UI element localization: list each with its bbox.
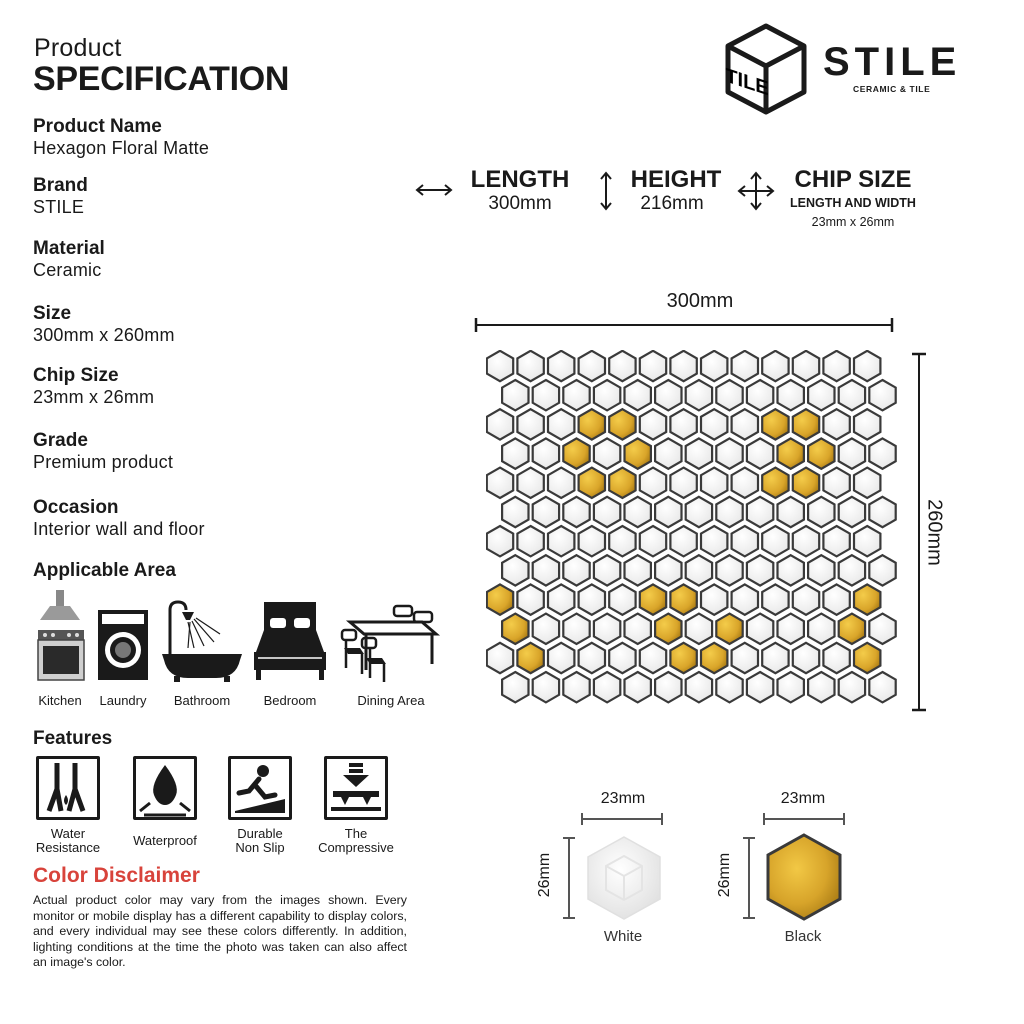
white-hex-chip — [869, 614, 895, 644]
spec-occasion — [33, 497, 393, 540]
white-chip-width-label: 23mm — [600, 790, 646, 807]
white-hex-chip — [502, 438, 528, 468]
white-hex-chip — [732, 643, 758, 673]
white-hex-chip — [517, 409, 543, 439]
white-hex-chip — [839, 672, 865, 702]
white-hex-chip — [793, 643, 819, 673]
spec-label: Grade — [33, 430, 88, 451]
white-hex-chip — [716, 555, 742, 585]
logo-wordmark: STILE — [823, 40, 962, 84]
header-subtitle: Product — [34, 34, 122, 62]
white-hex-chip — [640, 526, 666, 556]
white-hex-chip — [869, 380, 895, 410]
water-resistance-icon — [39, 759, 97, 817]
length-value: 300mm — [488, 193, 552, 214]
feature-label-compressive — [306, 827, 406, 855]
white-hex-chip — [548, 409, 574, 439]
white-hex-chip — [640, 468, 666, 498]
white-hex-chip — [579, 526, 605, 556]
gold-hex-chip — [579, 409, 605, 439]
white-hex-chip — [655, 438, 681, 468]
white-hex-chip — [517, 526, 543, 556]
spec-label: Size — [33, 303, 72, 324]
spec-value: Ceramic — [33, 260, 102, 280]
white-hex-chip — [640, 351, 666, 381]
spec-label: Product Name — [33, 116, 162, 137]
white-hex-chip — [563, 614, 589, 644]
white-hex-chip — [854, 409, 880, 439]
white-hex-chip — [839, 497, 865, 527]
feature-non-slip — [228, 756, 292, 820]
gold-hex-chip — [487, 584, 513, 614]
features-title: Features — [33, 728, 113, 749]
gold-hex-chip — [609, 468, 635, 498]
white-hex-chip — [701, 468, 727, 498]
gold-hex-chip — [563, 438, 589, 468]
bed-icon — [252, 588, 328, 684]
white-hex-chip — [823, 643, 849, 673]
white-hex-chip — [625, 380, 651, 410]
feature-label-line: The — [344, 826, 368, 841]
white-hex-chip — [732, 526, 758, 556]
feature-label-line: Water — [50, 826, 86, 841]
white-hex-chip — [625, 614, 651, 644]
white-hex-chip — [609, 643, 635, 673]
gold-hex-chip — [793, 409, 819, 439]
height-value: 216mm — [640, 193, 704, 214]
height-title: HEIGHT — [630, 166, 722, 193]
spec-label: Material — [33, 238, 105, 259]
white-hex-chip — [487, 526, 513, 556]
white-hex-chip — [839, 438, 865, 468]
spec-value: Interior wall and floor — [33, 519, 205, 539]
white-hex-chip — [487, 409, 513, 439]
chip-size-subtitle: LENGTH AND WIDTH — [790, 196, 916, 210]
white-hex-chip — [655, 380, 681, 410]
white-hex-chip — [609, 584, 635, 614]
white-hex-chip — [747, 497, 773, 527]
white-hex-chip — [701, 526, 727, 556]
gold-hex-chip — [640, 584, 666, 614]
white-hex-chip — [869, 497, 895, 527]
white-hex-chip — [533, 672, 559, 702]
white-hex-chip — [579, 584, 605, 614]
logo-mark-text: TILE — [725, 63, 769, 101]
spec-size — [33, 303, 393, 346]
spec-value: 23mm x 26mm — [33, 387, 155, 407]
white-hex-chip — [823, 526, 849, 556]
gold-hex-chip — [502, 614, 528, 644]
four-way-arrow-icon — [736, 170, 776, 212]
area-label-bathroom: Bathroom — [173, 693, 231, 708]
page-title: SPECIFICATION — [33, 60, 290, 98]
white-hex-chip — [594, 497, 620, 527]
gold-chip-width-label: 23mm — [780, 790, 826, 807]
white-hex-chip — [655, 555, 681, 585]
white-hex-chip — [854, 468, 880, 498]
spec-value: 300mm x 260mm — [33, 325, 175, 345]
feature-label-line: Durable — [237, 826, 283, 841]
spec-product-name — [33, 116, 393, 159]
white-hex-chip — [747, 672, 773, 702]
gold-hex-chip — [701, 643, 727, 673]
white-hex-chip — [823, 468, 849, 498]
gold-hex-chip — [778, 438, 804, 468]
white-hex-chip — [762, 584, 788, 614]
white-hex-chip — [701, 409, 727, 439]
white-hex-chip — [808, 555, 834, 585]
white-hex-chip — [823, 584, 849, 614]
white-hex-chip — [625, 672, 651, 702]
feature-waterproof — [133, 756, 197, 820]
white-hex-chip — [686, 672, 712, 702]
color-disclaimer-text: Actual product color may vary from the images shown. Every monitor or mobile display has a different capability to display colors, and every individual may see these colors differently. In addition, lighting conditions at the time the photo was taken can also affect an image's color. — [33, 893, 407, 970]
white-hex-chip — [655, 672, 681, 702]
gold-hex-chip — [655, 614, 681, 644]
white-hex-chip — [839, 380, 865, 410]
white-hex-chip — [839, 555, 865, 585]
gold-hex-chip — [670, 584, 696, 614]
waterproof-drop-icon — [136, 759, 194, 817]
white-hex-chip — [732, 351, 758, 381]
white-hex-chip — [594, 672, 620, 702]
gold-chip-height-label: 26mm — [716, 852, 733, 898]
feature-label-non-slip — [212, 827, 308, 855]
white-hex-chip — [563, 497, 589, 527]
white-hex-chip — [517, 584, 543, 614]
horizontal-arrow-icon — [414, 182, 454, 198]
white-chip-width-line — [580, 812, 664, 826]
sheet-width-label: 300mm — [666, 290, 734, 312]
white-hex-chip — [670, 409, 696, 439]
white-hex-chip — [701, 351, 727, 381]
gold-hex-chip — [625, 438, 651, 468]
white-hex-chip — [869, 555, 895, 585]
white-hex-chip — [548, 351, 574, 381]
chip-size-title: CHIP SIZE — [794, 166, 912, 193]
white-hex-chip — [869, 672, 895, 702]
length-title: LENGTH — [470, 166, 570, 193]
white-hex-chip — [686, 614, 712, 644]
color-disclaimer-title: Color Disclaimer — [33, 864, 200, 887]
white-hex-chip — [716, 672, 742, 702]
area-label-dining: Dining Area — [357, 693, 425, 708]
spec-grade — [33, 430, 393, 473]
white-hex-chip — [854, 526, 880, 556]
white-hex-chip — [563, 672, 589, 702]
white-hex-chip — [670, 468, 696, 498]
gold-chip-width-line — [762, 812, 846, 826]
feature-label-waterproof — [118, 834, 212, 848]
white-hex-chip — [778, 555, 804, 585]
feature-label-line: Resistance — [35, 840, 101, 855]
white-hex-chip — [808, 497, 834, 527]
gold-hex-chip — [609, 409, 635, 439]
white-hex-chip — [716, 380, 742, 410]
spec-brand — [33, 175, 393, 218]
white-hex-chip — [732, 409, 758, 439]
white-hex-chip — [548, 526, 574, 556]
white-hex-chip — [686, 380, 712, 410]
white-hex-chip — [793, 351, 819, 381]
white-hex-chip — [502, 555, 528, 585]
white-hex-chip — [854, 351, 880, 381]
white-hex-chip — [793, 584, 819, 614]
feature-label-line: Non Slip — [235, 840, 285, 855]
white-hex-chip — [701, 584, 727, 614]
white-hex-chip — [625, 555, 651, 585]
area-label-bedroom: Bedroom — [263, 693, 317, 708]
gold-hex-chip — [716, 614, 742, 644]
gold-hex-chip — [854, 643, 880, 673]
white-hex-chip — [747, 555, 773, 585]
white-hex-chip — [716, 497, 742, 527]
white-hex-chip — [548, 584, 574, 614]
spec-material — [33, 238, 393, 281]
spec-label: Brand — [33, 175, 88, 196]
gold-chip-swatch — [764, 832, 844, 922]
white-hex-chip — [655, 497, 681, 527]
white-hex-chip — [686, 555, 712, 585]
white-hex-chip — [594, 438, 620, 468]
gold-hex-chip — [762, 468, 788, 498]
white-hex-chip — [548, 643, 574, 673]
white-hex-chip — [533, 497, 559, 527]
white-hex-chip — [625, 497, 651, 527]
white-hex-chip — [533, 438, 559, 468]
white-hex-chip — [686, 438, 712, 468]
white-hex-chip — [747, 380, 773, 410]
spec-value: STILE — [33, 197, 85, 217]
feature-compressive — [324, 756, 388, 820]
white-hex-chip — [533, 614, 559, 644]
gold-hex-chip — [839, 614, 865, 644]
white-hex-chip — [778, 497, 804, 527]
white-hex-chip — [517, 468, 543, 498]
area-label-kitchen: Kitchen — [38, 693, 82, 708]
white-hex-chip — [640, 643, 666, 673]
sheet-width-dimension-line — [474, 316, 894, 334]
white-hex-chip — [686, 497, 712, 527]
white-chip-height-label: 26mm — [536, 852, 553, 898]
white-chip-height-line — [562, 836, 576, 920]
white-hex-chip — [533, 555, 559, 585]
white-hex-chip — [793, 526, 819, 556]
white-hex-chip — [823, 409, 849, 439]
spec-label: Occasion — [33, 497, 119, 518]
white-hex-chip — [778, 614, 804, 644]
white-hex-chip — [594, 555, 620, 585]
gold-hex-chip — [670, 643, 696, 673]
white-hex-chip — [594, 380, 620, 410]
white-hex-chip — [502, 672, 528, 702]
white-hex-chip — [609, 526, 635, 556]
compressive-press-icon — [327, 759, 385, 817]
non-slip-icon — [231, 759, 289, 817]
white-hex-chip — [563, 555, 589, 585]
white-hex-chip — [670, 351, 696, 381]
gold-hex-chip — [579, 468, 605, 498]
white-chip-name: White — [603, 928, 643, 945]
white-hex-chip — [732, 584, 758, 614]
white-hex-chip — [823, 351, 849, 381]
white-hex-chip — [594, 614, 620, 644]
feature-water-resistance — [36, 756, 100, 820]
white-hex-chip — [640, 409, 666, 439]
white-hex-chip — [533, 380, 559, 410]
washing-machine-icon — [96, 588, 150, 684]
kitchen-stove-icon — [34, 588, 86, 684]
logo-tagline: CERAMIC & TILE — [853, 84, 931, 94]
white-hex-chip — [762, 351, 788, 381]
white-hex-chip — [778, 380, 804, 410]
white-hex-chip — [762, 643, 788, 673]
white-hex-chip — [808, 380, 834, 410]
feature-label-water-resistance — [20, 827, 116, 855]
white-hex-chip — [487, 468, 513, 498]
spec-label: Chip Size — [33, 365, 119, 386]
white-hex-chip — [502, 497, 528, 527]
spec-chip-size — [33, 365, 393, 408]
sheet-height-label: 260mm — [923, 499, 946, 566]
white-hex-chip — [563, 380, 589, 410]
white-hex-chip — [869, 438, 895, 468]
white-hex-chip — [670, 526, 696, 556]
white-hex-chip — [808, 614, 834, 644]
white-hex-chip — [579, 643, 605, 673]
white-hex-chip — [778, 672, 804, 702]
white-chip-swatch — [584, 834, 664, 922]
spec-value: Premium product — [33, 452, 174, 472]
white-hex-chip — [609, 351, 635, 381]
feature-label-line: Waterproof — [133, 833, 197, 848]
gold-hex-chip — [517, 643, 543, 673]
hexagon-tile-sheet — [486, 350, 898, 715]
white-hex-chip — [517, 351, 543, 381]
dining-table-icon — [340, 588, 442, 684]
area-label-laundry: Laundry — [99, 693, 147, 708]
white-hex-chip — [579, 351, 605, 381]
gold-hex-chip — [808, 438, 834, 468]
white-hex-chip — [502, 380, 528, 410]
white-hex-chip — [747, 614, 773, 644]
gold-chip-name: Black — [784, 928, 822, 945]
white-hex-chip — [548, 468, 574, 498]
spec-value: Hexagon Floral Matte — [33, 138, 210, 158]
white-hex-chip — [808, 672, 834, 702]
gold-hex-chip — [854, 584, 880, 614]
gold-hex-chip — [793, 468, 819, 498]
gold-chip-height-line — [742, 836, 756, 920]
feature-label-line: Compressive — [318, 840, 394, 855]
white-hex-chip — [732, 468, 758, 498]
white-hex-chip — [716, 438, 742, 468]
white-hex-chip — [762, 526, 788, 556]
white-hex-chip — [747, 438, 773, 468]
chip-size-value: 23mm x 26mm — [811, 215, 895, 229]
white-hex-chip — [487, 351, 513, 381]
white-hex-chip — [487, 643, 513, 673]
gold-hex-chip — [762, 409, 788, 439]
bathtub-shower-icon — [160, 588, 244, 684]
applicable-area-title: Applicable Area — [33, 560, 176, 581]
stile-logo-mark-icon — [724, 22, 808, 116]
